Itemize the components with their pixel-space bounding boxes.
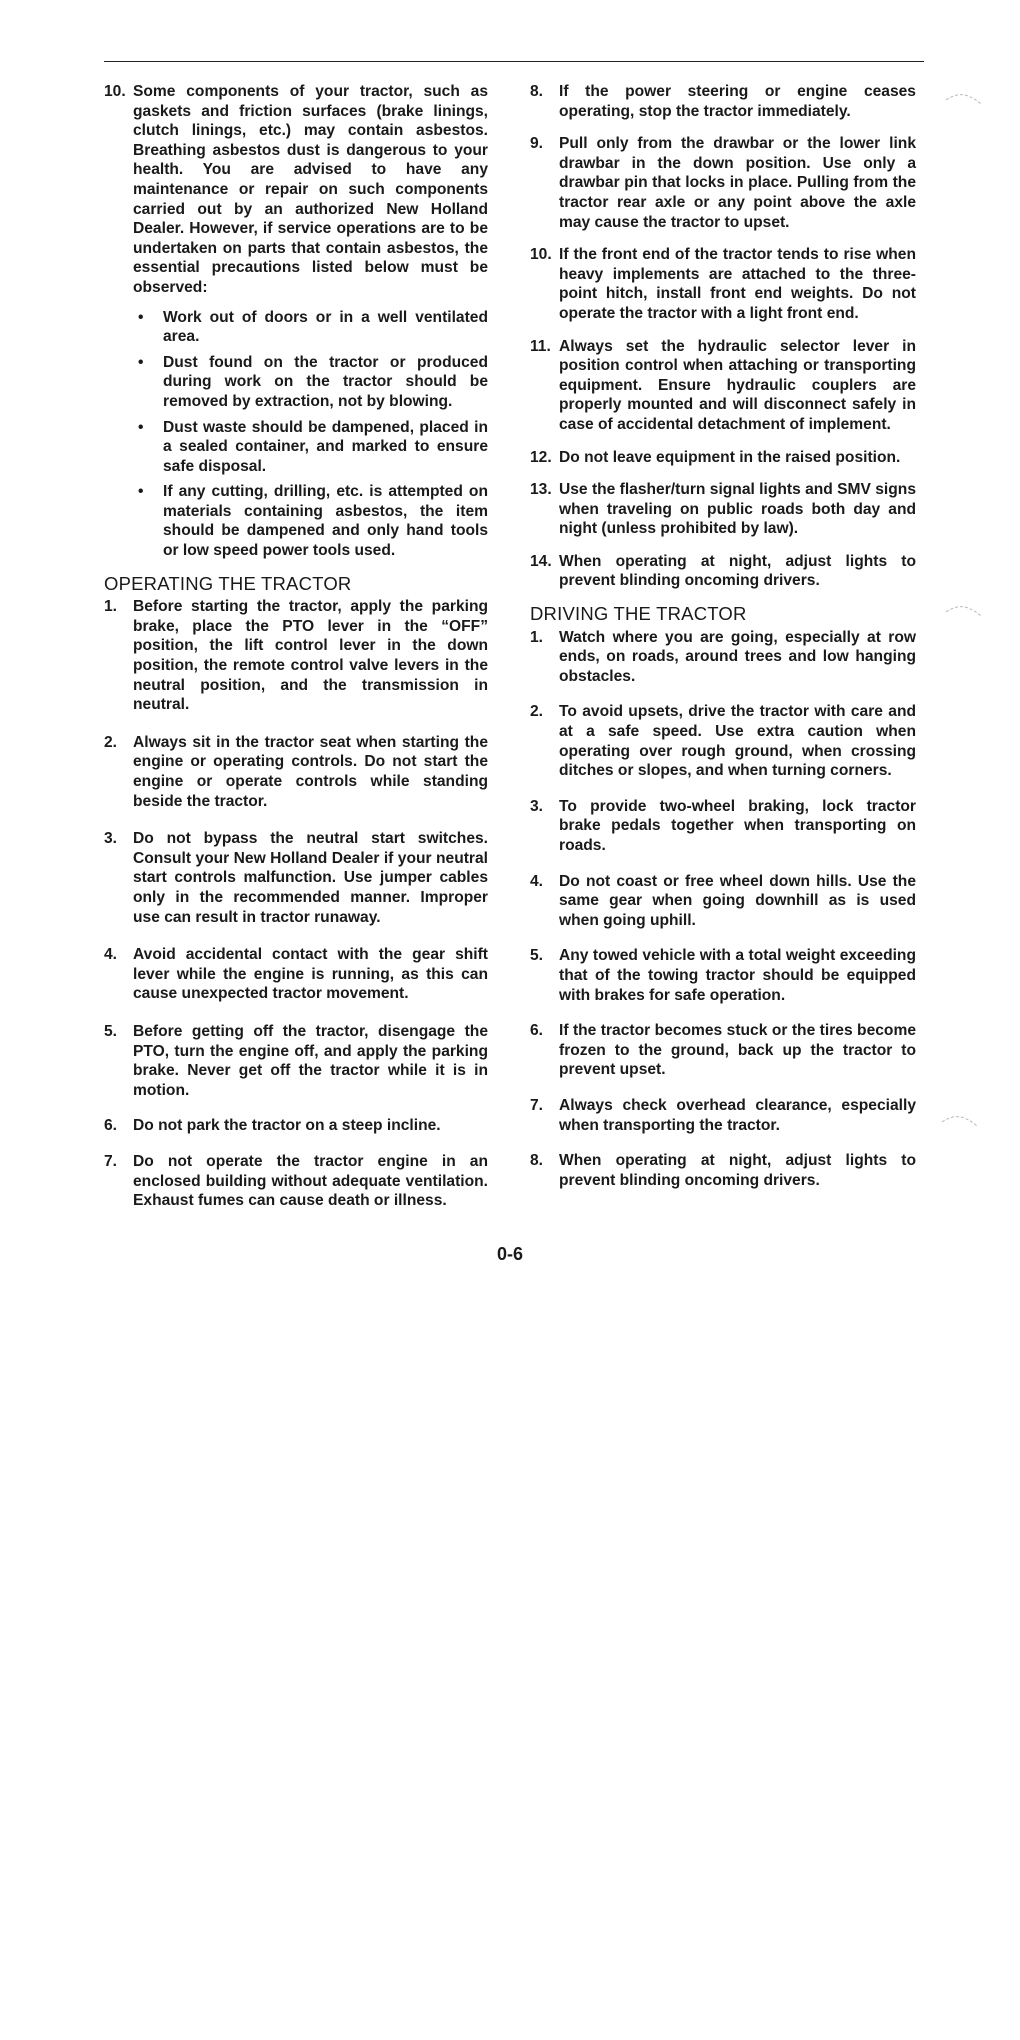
list-item: 10. If the front end of the tractor tends to rise when heavy implements are attached to the three-point hitch, install front end weights. Do not operate the tractor with a light front end. [530, 246, 916, 322]
list-item: 4. Avoid accidental contact with the gear shift lever while the engine is running, as this can cause unexpected tractor movement. [104, 946, 488, 1003]
left-column [104, 82, 488, 1224]
list-item: 1. Before starting the tractor, apply the parking brake, place the PTO lever in the “OFF” position, the lift control lever in the down position, the remote control valve levers in the neutral position, and the transmission in neutral. [104, 598, 488, 714]
bullet-dot-icon: • [138, 308, 144, 326]
list-item: 9. Pull only from the drawbar or the lower link drawbar in the down position. Use only a drawbar pin that locks in place. Pulling from the tractor rear axle or any point above the axle may cause the tractor to upset. [530, 135, 916, 231]
list-item: 14. When operating at night, adjust lights to prevent blinding oncoming drivers. [530, 552, 916, 590]
top-rule [104, 61, 924, 62]
list-item: 6. Do not park the tractor on a steep incline. [104, 1117, 441, 1135]
bullet-dot-icon: • [138, 418, 144, 436]
list-item: 3. To provide two-wheel braking, lock tractor brake pedals together when transporting on roads. [530, 797, 916, 854]
list-item: 6. If the tractor becomes stuck or the tires become frozen to the ground, back up the tractor to prevent upset. [530, 1022, 916, 1079]
margin-scan-mark-icon [944, 92, 984, 106]
item-text: Some components of your tractor, such as gaskets and friction surfaces (brake linings, clutch linings, etc.) may contain asbestos. Breathing asbestos dust is dangerous to your health. You are advised to have any maintenance or repair on such components carried out by an authorized New Holland Dealer. However, if service operations are to be undertaken on parts that contain asbestos, the essential precautions listed below must be observed: [133, 83, 488, 296]
list-item: 11. Always set the hydraulic selector lever in position control when attaching or transporting equipment. Ensure hydraulic couplers are properly mounted and will disconnect safely in case of accidental detachment of implement. [530, 337, 916, 433]
bullet-item: • Work out of doors or in a well ventilated area. [138, 308, 488, 346]
margin-scan-mark-icon [940, 1114, 980, 1128]
list-item [104, 82, 488, 561]
bullet-dot-icon: • [138, 353, 144, 371]
page-number: 0-6 [496, 1244, 523, 1264]
section-title-operating: OPERATING THE TRACTOR [104, 572, 352, 594]
list-item: 12. Do not leave equipment in the raised position. [530, 448, 901, 466]
bullet-item: • If any cutting, drilling, etc. is attempted on materials containing asbestos, the item should be dampened and only hand tools or low speed power tools used. [138, 483, 488, 560]
bullet-item: • Dust found on the tractor or produced during work on the tractor should be removed by extraction, not by blowing. [138, 353, 488, 410]
list-item: 4. Do not coast or free wheel down hills. Use the same gear when going downhill as is used when going uphill. [530, 872, 916, 929]
list-item: 1. Watch where you are going, especially at row ends, on roads, around trees and low hanging obstacles. [530, 628, 916, 685]
right-column [530, 82, 916, 1203]
list-item: 7. Always check overhead clearance, especially when transporting the tractor. [530, 1096, 916, 1134]
list-item: 2. Always sit in the tractor seat when starting the engine or operating controls. Do not start the engine or operate controls while standing beside the tractor. [104, 733, 488, 810]
margin-scan-mark-icon [944, 604, 984, 618]
bullet-dot-icon: • [138, 483, 144, 501]
list-item: 13. Use the flasher/turn signal lights and SMV signs when traveling on public roads both day and night (unless prohibited by law). [530, 481, 916, 538]
list-item: 7. Do not operate the tractor engine in an enclosed building without adequate ventilation. Exhaust fumes can cause death or illness. [104, 1152, 488, 1210]
section-title-driving: DRIVING THE TRACTOR [530, 603, 747, 625]
item-number: 10. [104, 83, 126, 100]
list-item: 8. If the power steering or engine ceases operating, stop the tractor immediately. [530, 83, 916, 120]
list-item: 8. When operating at night, adjust lights to prevent blinding oncoming drivers. [530, 1152, 916, 1189]
asbestos-precautions-list [133, 308, 488, 561]
bullet-item: • Dust waste should be dampened, placed in a sealed container, and marked to ensure safe disposal. [138, 418, 488, 475]
list-item: 5. Any towed vehicle with a total weight exceeding that of the towing tractor should be equipped with brakes for safe operation. [530, 947, 916, 1004]
list-item: 2. To avoid upsets, drive the tractor with care and at a safe speed. Use extra caution when operating over rough ground, when crossing ditches or slopes, and when turning corners. [530, 703, 916, 780]
list-item: 3. Do not bypass the neutral start switches. Consult your New Holland Dealer if your neutral start controls malfunction. Use jumper cables only in the recommended manner. Improper use can result in tractor runaway. [104, 830, 488, 926]
list-item: 5. Before getting off the tractor, disengage the PTO, turn the engine off, and apply the parking brake. Never get off the tractor while it is in motion. [104, 1022, 488, 1099]
